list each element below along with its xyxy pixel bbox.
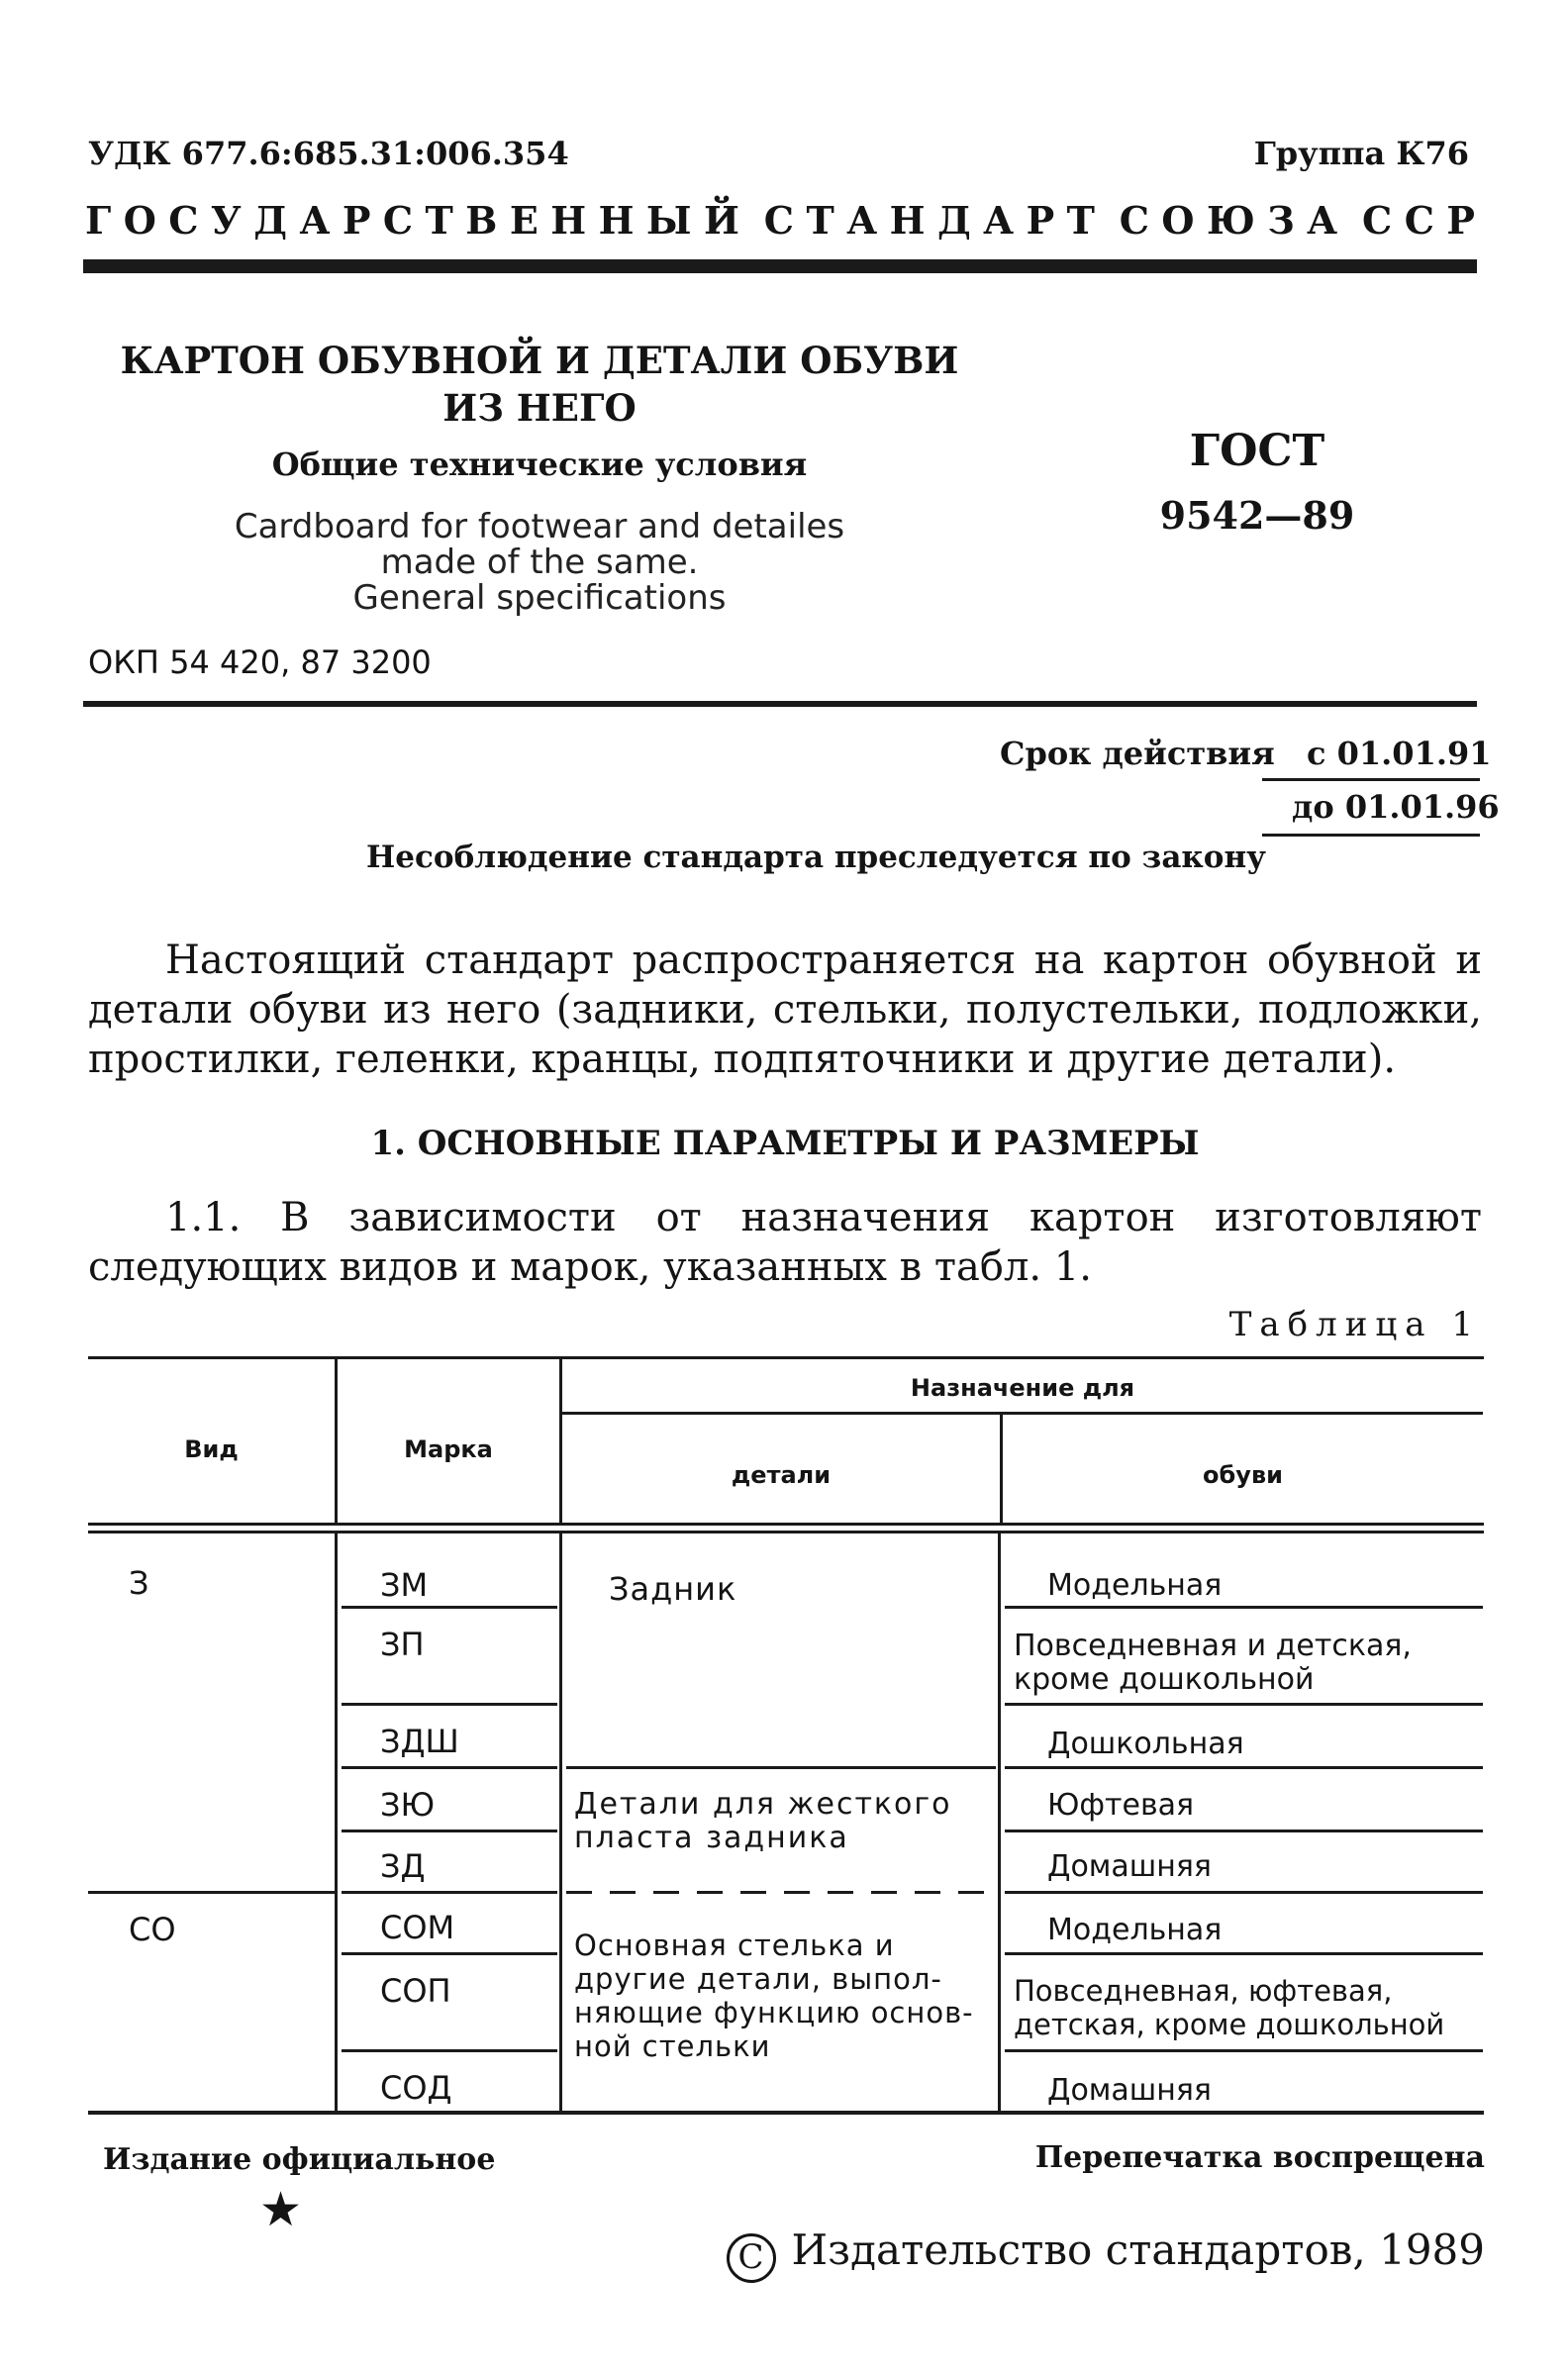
mark-cell: СОП xyxy=(380,1972,451,2010)
state-heading-letter: Т xyxy=(1066,198,1095,243)
mark-cell: ЗЮ xyxy=(380,1786,436,1824)
table-header-subrule xyxy=(560,1412,1483,1415)
footwear-line: Повседневная, юфтевая, xyxy=(1014,1974,1393,2008)
mark-cell: ЗМ xyxy=(380,1566,429,1604)
table-header-rule xyxy=(88,1523,1484,1526)
state-heading-letter: О xyxy=(123,198,156,243)
header-kind: Вид xyxy=(184,1435,239,1463)
state-heading-letter: А xyxy=(846,198,878,243)
state-heading-letter: Т xyxy=(425,198,453,243)
state-heading-letter: Г xyxy=(85,198,112,243)
table-vline xyxy=(559,1533,562,2111)
law-notice: Несоблюдение стандарта преследуется по закону xyxy=(366,840,1267,875)
table-top-rule xyxy=(88,1356,1484,1359)
document-title xyxy=(119,337,960,432)
mark-divider xyxy=(342,2049,557,2052)
section-heading: 1. ОСНОВНЫЕ ПАРАМЕТРЫ И РАЗМЕРЫ xyxy=(370,1124,1200,1163)
gost-number: 9542—89 xyxy=(1159,493,1355,538)
detail-dashed-divider xyxy=(566,1891,996,1894)
state-heading-letter: А xyxy=(299,198,331,243)
footwear-line: кроме дошкольной xyxy=(1014,1662,1315,1697)
header-details: детали xyxy=(731,1461,832,1489)
header-purpose: Назначение для xyxy=(910,1374,1135,1402)
table-caption: Таблица 1 xyxy=(1228,1305,1481,1344)
validity-from: с 01.01.91 xyxy=(1307,735,1492,772)
table-bottom-rule xyxy=(88,2111,1484,2115)
state-heading-letter: З xyxy=(1267,198,1295,243)
detail-line: другие детали, выпол- xyxy=(574,1962,942,1996)
footwear-divider xyxy=(1005,1891,1483,1894)
table-header-rule xyxy=(88,1531,1484,1533)
state-heading-letter: Р xyxy=(1026,198,1055,243)
state-heading-letter: Н xyxy=(598,198,635,243)
state-heading-letter: У xyxy=(210,198,242,243)
footwear-divider xyxy=(1005,1703,1483,1706)
footwear-cell: Юфтевая xyxy=(1047,1788,1195,1823)
footwear-divider xyxy=(1005,1606,1483,1609)
title-line-2: ИЗ НЕГО xyxy=(442,386,637,430)
state-heading-letter: Т xyxy=(806,198,834,243)
state-heading-letter: С xyxy=(1119,198,1149,243)
footwear-divider xyxy=(1005,2049,1483,2052)
english-title-line-1: Cardboard for footwear and detailes xyxy=(234,507,845,546)
state-heading-letter: С xyxy=(382,198,414,243)
mark-cell: ЗД xyxy=(380,1847,426,1885)
detail-line: Основная стелька и xyxy=(574,1929,895,1962)
mark-divider xyxy=(342,1766,557,1769)
footwear-divider xyxy=(1005,1952,1483,1955)
state-standard-heading xyxy=(85,198,1475,243)
english-title-line-3: General specifications xyxy=(352,578,727,618)
detail-line: няющие функцию основ- xyxy=(574,1996,974,2029)
detail-cell xyxy=(574,1788,952,1855)
footwear-cell xyxy=(1014,1974,1444,2041)
kind-cell: СО xyxy=(129,1911,176,1948)
header-rule xyxy=(83,259,1477,273)
state-heading-letter: В xyxy=(465,198,498,243)
state-heading-letter: О xyxy=(1161,198,1195,243)
detail-cell: Задник xyxy=(609,1570,737,1608)
mark-cell: СОД xyxy=(380,2069,452,2107)
state-heading-letter: Ы xyxy=(645,198,692,243)
footwear-divider xyxy=(1005,1766,1483,1769)
kind-cell: З xyxy=(129,1564,149,1602)
state-heading-letter: Й xyxy=(704,198,739,243)
validity-divider xyxy=(1262,778,1480,781)
title-line-1: КАРТОН ОБУВНОЙ И ДЕТАЛИ ОБУВИ xyxy=(120,339,959,382)
header-footwear: обуви xyxy=(1203,1461,1283,1489)
footwear-cell: Модельная xyxy=(1047,1913,1223,1947)
footwear-cell: Домашняя xyxy=(1047,2073,1212,2108)
state-heading-letter: Н xyxy=(550,198,587,243)
gost-label: ГОСТ xyxy=(1189,426,1325,476)
mark-divider xyxy=(342,1891,557,1894)
state-heading-letter: Р xyxy=(1446,198,1475,243)
official-edition: Издание официальное xyxy=(103,2142,496,2177)
mark-divider xyxy=(342,1952,557,1955)
detail-cell xyxy=(574,1929,995,2063)
mark-cell: ЗП xyxy=(380,1626,425,1663)
okp-code: ОКП 54 420, 87 3200 xyxy=(88,643,432,681)
state-heading-letter: Д xyxy=(253,198,287,243)
validity-underline xyxy=(1262,834,1480,837)
state-heading-letter: Д xyxy=(936,198,971,243)
title-rule xyxy=(83,701,1477,707)
state-heading-letter: С xyxy=(168,198,199,243)
detail-divider xyxy=(566,1766,996,1769)
english-title-line-2: made of the same. xyxy=(380,543,699,582)
english-title xyxy=(119,509,960,616)
state-heading-letter: Р xyxy=(342,198,371,243)
document-subtitle: Общие технические условия xyxy=(271,445,808,483)
footwear-cell: Модельная xyxy=(1047,1568,1223,1603)
mark-cell: ЗДШ xyxy=(380,1723,459,1760)
intro-text: Настоящий стандарт распространяется на картон обувной и детали обуви из него (задники, стельки, полустельки, подложки, простилки, геленки, кранцы, подпяточники и другие детали). xyxy=(88,938,1482,1082)
copyright xyxy=(727,2226,1485,2283)
header-mark: Марка xyxy=(404,1435,493,1463)
state-heading-letter: Н xyxy=(889,198,926,243)
section-paragraph: 1.1. В зависимости от назначения картон изготовляют следующих видов и марок, указанных в табл. 1. xyxy=(88,1195,1482,1290)
footwear-cell xyxy=(1014,1630,1412,1697)
mark-cell: СОМ xyxy=(380,1909,455,1946)
detail-line: пласта задника xyxy=(574,1821,849,1855)
reprint-prohibited: Перепечатка воспрещена xyxy=(1034,2140,1485,2175)
footwear-line: детская, кроме дошкольной xyxy=(1014,2008,1445,2041)
mark-divider xyxy=(342,1703,557,1706)
state-heading-letter: Е xyxy=(509,198,539,243)
star-icon: ★ xyxy=(259,2182,303,2237)
mark-divider xyxy=(342,1830,557,1832)
detail-line: ной стельки xyxy=(574,2029,771,2063)
state-heading-letter: А xyxy=(983,198,1015,243)
validity-to: до 01.01.96 xyxy=(1292,788,1500,826)
udk-code: УДК 677.6:685.31:006.354 xyxy=(88,135,569,172)
kind-divider xyxy=(88,1891,336,1894)
copyright-icon: С xyxy=(727,2233,776,2283)
copyright-text: Издательство стандартов, 1989 xyxy=(791,2226,1485,2274)
footwear-line: Повседневная и детская, xyxy=(1014,1629,1412,1663)
state-heading-letter: С xyxy=(1362,198,1393,243)
table-vline xyxy=(998,1533,1001,2111)
footwear-cell: Домашняя xyxy=(1047,1849,1212,1884)
mark-divider xyxy=(342,1606,557,1609)
detail-line: Детали для жесткого xyxy=(574,1787,952,1822)
state-heading-letter: Ю xyxy=(1206,198,1255,243)
validity-label: Срок действия xyxy=(1000,735,1275,772)
table-vline xyxy=(335,1533,338,2111)
state-heading-letter: С xyxy=(1404,198,1434,243)
footwear-cell: Дошкольная xyxy=(1047,1727,1244,1761)
footwear-divider xyxy=(1005,1830,1483,1832)
state-heading-letter: С xyxy=(763,198,795,243)
state-heading-letter: А xyxy=(1307,198,1338,243)
group-code: Группа К76 xyxy=(1253,135,1469,172)
intro-paragraph xyxy=(88,936,1482,1084)
